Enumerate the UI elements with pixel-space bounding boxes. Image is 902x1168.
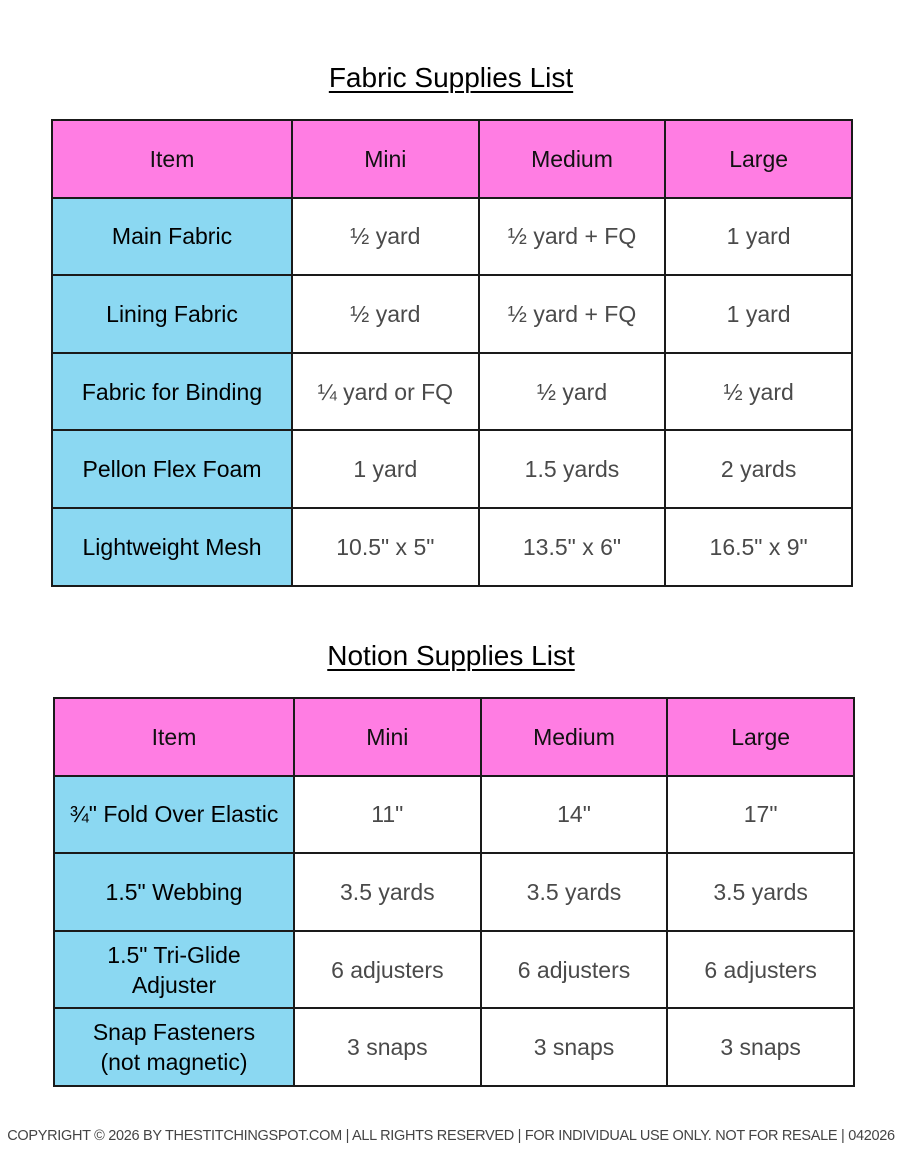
value-large: 1 yard	[665, 198, 852, 276]
header-large: Large	[667, 698, 854, 776]
value-medium: 3.5 yards	[481, 853, 668, 931]
table-row	[52, 198, 852, 276]
value-large: 16.5" x 9"	[665, 508, 852, 586]
header-medium: Medium	[479, 120, 666, 198]
fabric-supplies-table	[51, 119, 853, 587]
row-item-line2: Adjuster	[131, 971, 217, 998]
header-large: Large	[665, 120, 852, 198]
value-large: 3.5 yards	[667, 853, 854, 931]
fabric-supplies-title: Fabric Supplies List	[328, 62, 574, 93]
value-mini: 11"	[294, 776, 481, 854]
row-item-line1: Snap Fasteners	[92, 1019, 256, 1046]
value-mini: 1 yard	[292, 430, 479, 508]
row-item-line1: 1.5" Tri-Glide	[107, 941, 241, 968]
table-row	[52, 353, 852, 431]
value-medium: 1.5 yards	[479, 430, 666, 508]
row-item-line2: (not magnetic)	[100, 1049, 248, 1076]
row-item	[54, 1008, 294, 1086]
value-medium: 13.5" x 6"	[479, 508, 666, 586]
table-header-row	[54, 698, 854, 776]
value-mini: ½ yard	[292, 198, 479, 276]
value-large: 17"	[667, 776, 854, 854]
table-row	[52, 430, 852, 508]
value-mini: 3 snaps	[294, 1008, 481, 1086]
value-large: ½ yard	[665, 353, 852, 431]
row-item: Main Fabric	[52, 198, 292, 276]
value-medium: 6 adjusters	[481, 931, 668, 1009]
value-medium: ½ yard + FQ	[479, 198, 666, 276]
table-row	[54, 1008, 854, 1086]
value-large: 2 yards	[665, 430, 852, 508]
value-large: 6 adjusters	[667, 931, 854, 1009]
copyright-footer: COPYRIGHT © 2026 BY THESTITCHINGSPOT.COM | ALL RIGHTS RESERVED | FOR INDIVIDUAL USE ONLY. NOT FOR RESALE | 042026	[7, 1128, 895, 1144]
header-medium: Medium	[481, 698, 668, 776]
value-large: 1 yard	[665, 275, 852, 353]
notion-supplies-title: Notion Supplies List	[327, 640, 575, 671]
value-large: 3 snaps	[667, 1008, 854, 1086]
row-item: Lightweight Mesh	[52, 508, 292, 586]
row-item: Pellon Flex Foam	[52, 430, 292, 508]
row-item: ¾" Fold Over Elastic	[54, 776, 294, 854]
table-row	[54, 776, 854, 854]
header-item: Item	[52, 120, 292, 198]
row-item: Lining Fabric	[52, 275, 292, 353]
value-medium: 3 snaps	[481, 1008, 668, 1086]
header-mini: Mini	[292, 120, 479, 198]
value-mini: 10.5" x 5"	[292, 508, 479, 586]
value-medium: ½ yard + FQ	[479, 275, 666, 353]
row-item: 1.5" Webbing	[54, 853, 294, 931]
value-medium: ½ yard	[479, 353, 666, 431]
value-mini: ½ yard	[292, 275, 479, 353]
value-medium: 14"	[481, 776, 668, 854]
row-item: Fabric for Binding	[52, 353, 292, 431]
header-mini: Mini	[294, 698, 481, 776]
table-row	[52, 275, 852, 353]
row-item	[54, 931, 294, 1009]
table-header-row	[52, 120, 852, 198]
value-mini: 6 adjusters	[294, 931, 481, 1009]
notion-supplies-table	[53, 697, 855, 1087]
table-row	[54, 931, 854, 1009]
value-mini: ¼ yard or FQ	[292, 353, 479, 431]
table-row	[54, 853, 854, 931]
header-item: Item	[54, 698, 294, 776]
value-mini: 3.5 yards	[294, 853, 481, 931]
table-row	[52, 508, 852, 586]
